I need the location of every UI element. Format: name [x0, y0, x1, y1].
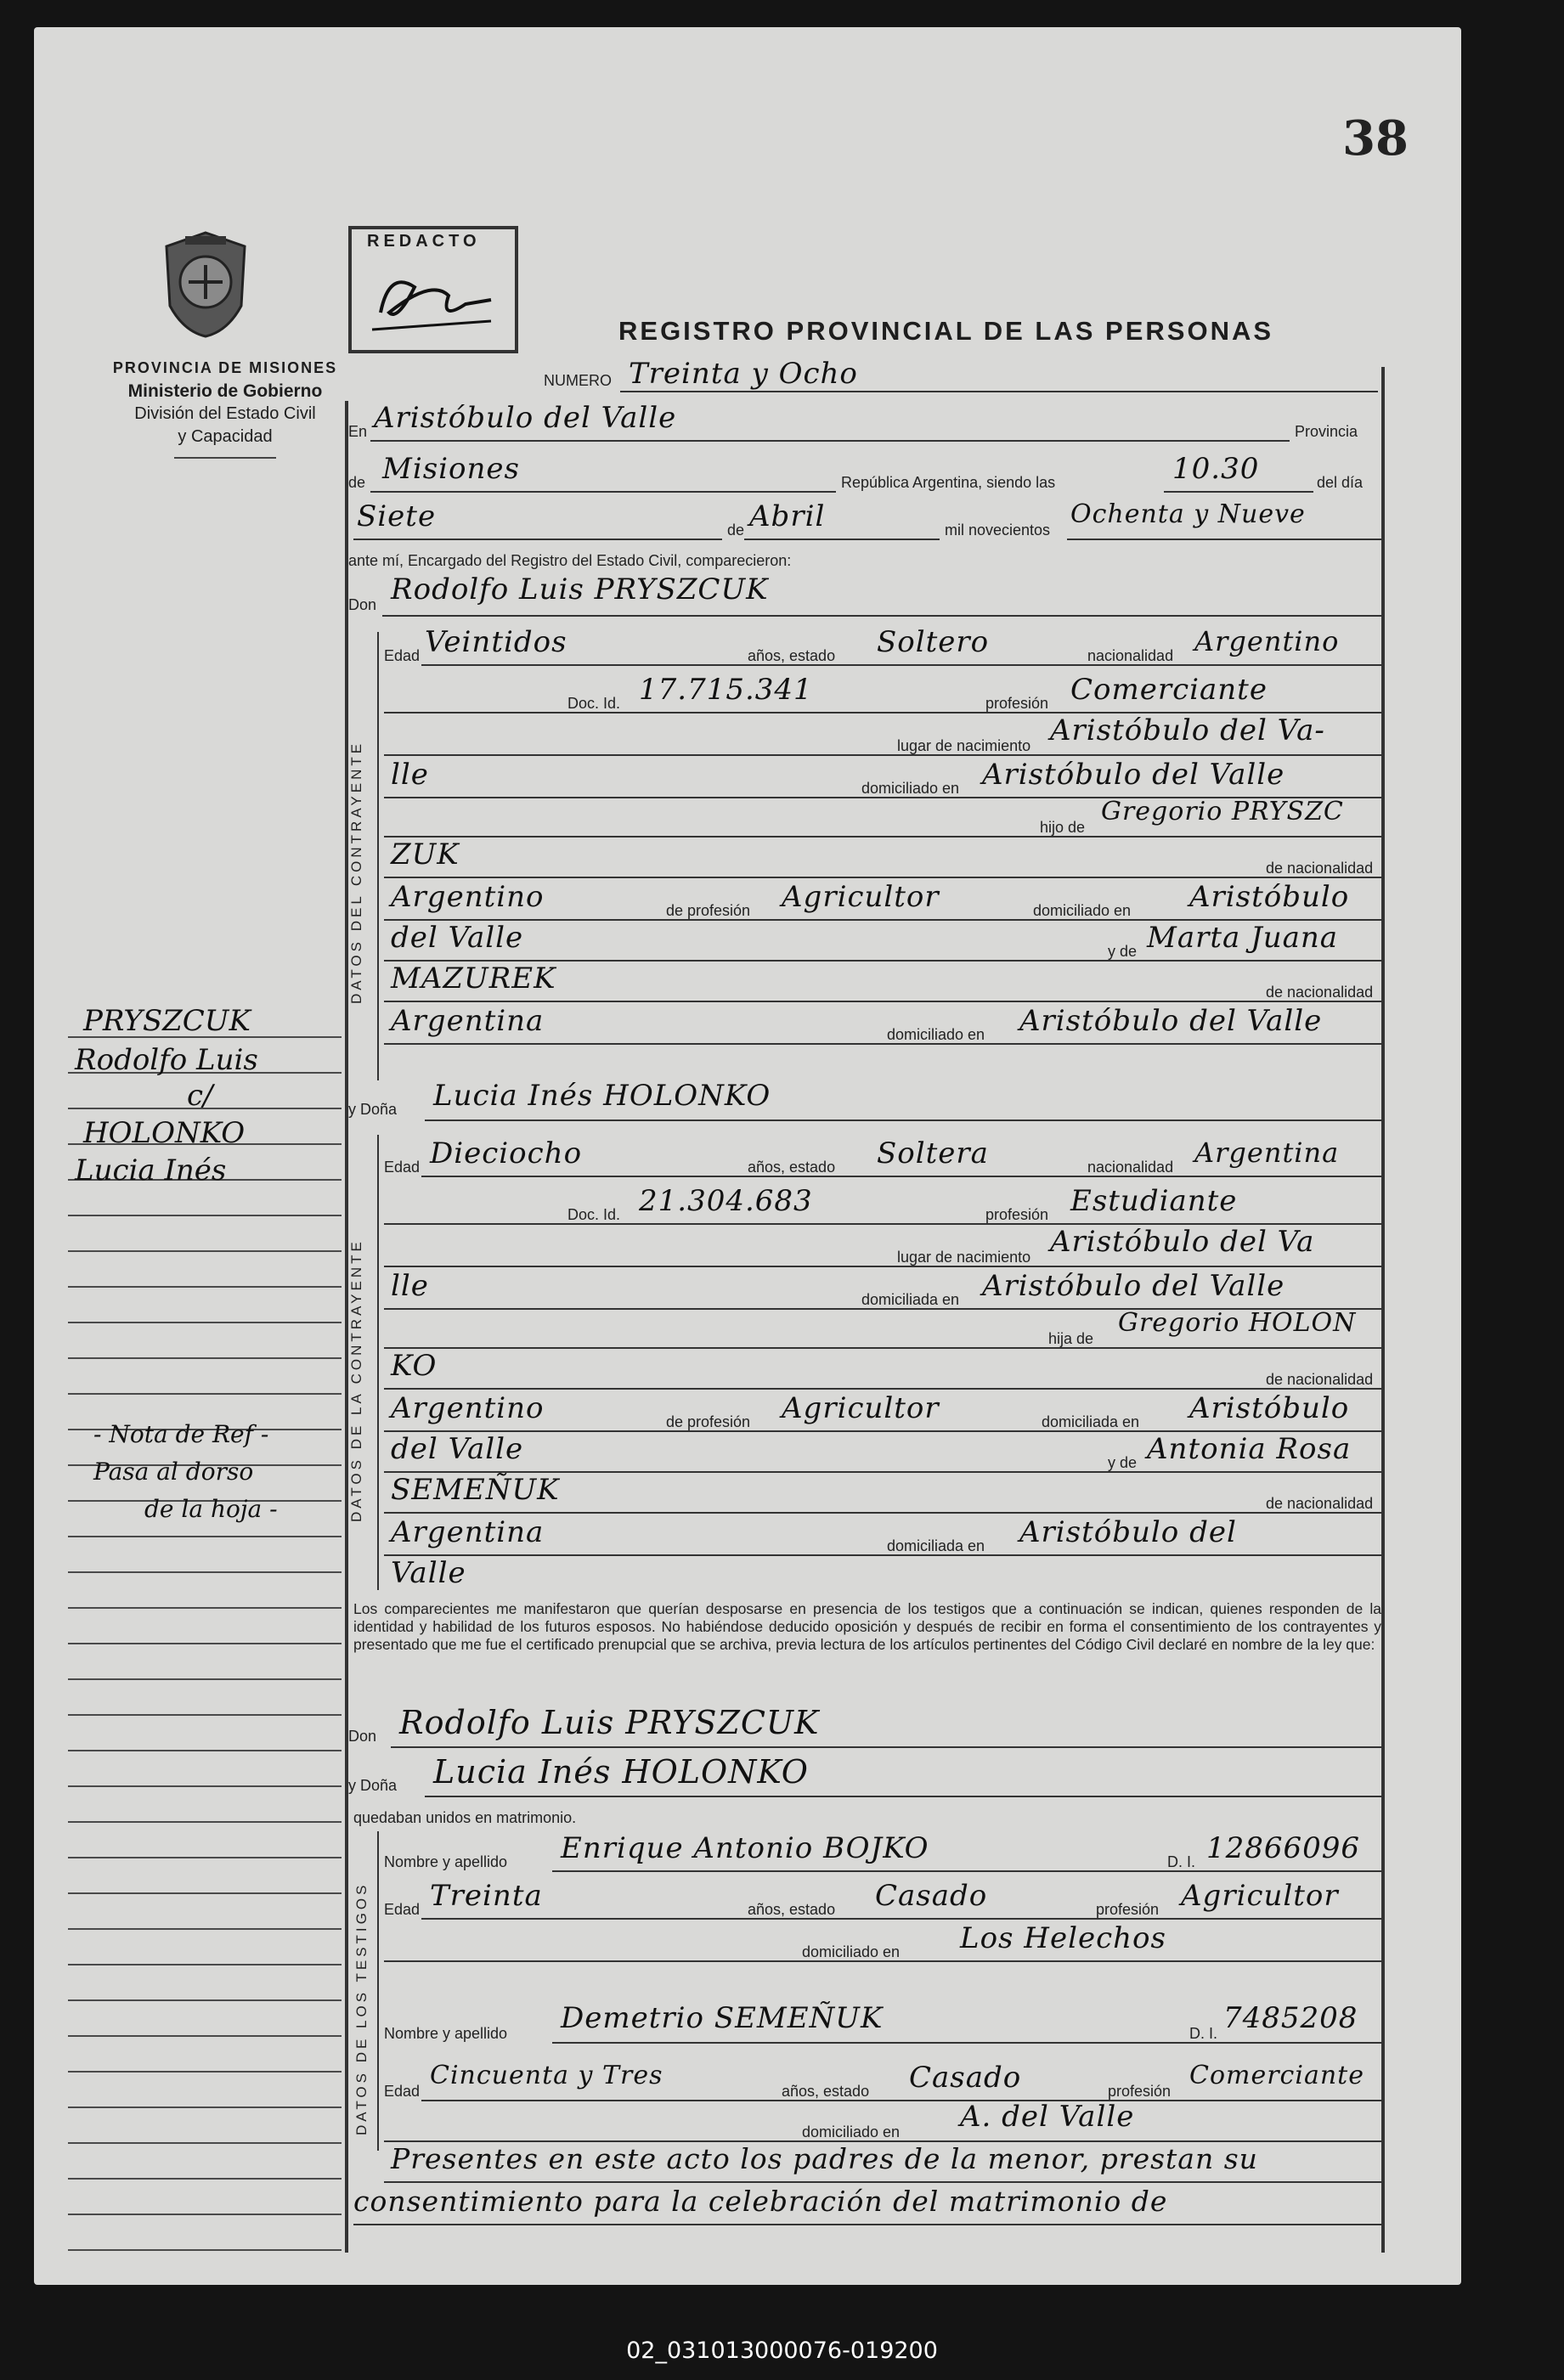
- groom-padre-prof: Agricultor: [782, 880, 940, 914]
- declared-don: Rodolfo Luis PRYSZCUK: [399, 1704, 820, 1741]
- anio-value: Ochenta y Nueve: [1070, 499, 1306, 529]
- bride-nacionalidad-label: nacionalidad: [1087, 1159, 1174, 1176]
- de-label: de: [348, 474, 366, 491]
- del-dia-label: del día: [1317, 474, 1364, 491]
- margin-note-line2: Pasa al dorso: [93, 1458, 254, 1486]
- groom-name: Rodolfo Luis PRYSZCUK: [391, 572, 769, 606]
- groom-padre-dom-2: del Valle: [391, 921, 524, 955]
- provincia-label: Provincia: [1295, 423, 1358, 440]
- w1-profesion-label: profesión: [1096, 1901, 1160, 1918]
- groom-doc-label: Doc. Id.: [567, 695, 621, 712]
- numero-label: NUMERO: [544, 372, 612, 389]
- groom-madre-2: MAZUREK: [391, 962, 556, 995]
- bride-padre-1: Gregorio HOLON: [1118, 1308, 1357, 1338]
- margin-name-groom: Rodolfo Luis: [75, 1043, 258, 1077]
- w2-domicilio-label: domiciliado en: [802, 2123, 901, 2140]
- declared-dona-label: y Doña: [348, 1777, 398, 1794]
- groom-madre-label: y de: [1108, 943, 1138, 960]
- bride-lugar-nac-1: Aristóbulo del Va: [1050, 1225, 1315, 1259]
- margin-ruled-lines: [68, 1002, 342, 2251]
- bride-doc: 21.304.683: [639, 1184, 813, 1218]
- bride-padre-prof: Agricultor: [782, 1391, 940, 1425]
- stamp-signature-icon: [364, 262, 500, 338]
- lugar-value: Aristóbulo del Valle: [374, 401, 677, 435]
- w2-edad-label: Edad: [384, 2083, 421, 2100]
- provincial-seal-icon: [160, 229, 251, 340]
- w1-profesion: Agricultor: [1181, 1879, 1339, 1913]
- w1-name: Enrique Antonio BOJKO: [561, 1831, 929, 1865]
- section-testigos-label: DATOS DE LOS TESTIGOS: [353, 1881, 370, 2135]
- groom-nacionalidad-label: nacionalidad: [1087, 647, 1174, 664]
- final-note-line2: consentimiento para la celebración del matrimonio de: [353, 2185, 1168, 2218]
- bride-madre-dom-label: domiciliada en: [887, 1537, 985, 1554]
- en-label: En: [348, 423, 368, 440]
- bride-padre-dom-1: Aristóbulo: [1189, 1391, 1350, 1425]
- groom-hijo-label: hijo de: [1040, 819, 1086, 836]
- document-title: REGISTRO PROVINCIAL DE LAS PERSONAS: [618, 316, 1274, 346]
- dia-value: Siete: [357, 499, 437, 533]
- bride-madre-dom-2: Valle: [391, 1556, 466, 1590]
- mes-label: de: [727, 522, 745, 539]
- w1-di-label: D. I.: [1167, 1853, 1196, 1870]
- agency-ministry: Ministerio de Gobierno: [127, 381, 323, 401]
- frame-right-rule: [1381, 367, 1385, 2253]
- bride-edad-label: Edad: [384, 1159, 421, 1176]
- hora-value: 10.30: [1172, 452, 1260, 486]
- agency-block: [68, 357, 382, 459]
- groom-estado-label: años, estado: [748, 647, 836, 664]
- groom-profesion: Comerciante: [1070, 673, 1268, 707]
- bride-padre-2: KO: [391, 1349, 438, 1383]
- groom-don-label: Don: [348, 596, 377, 613]
- groom-padre-1: Gregorio PRYSZC: [1101, 797, 1344, 826]
- bride-madre-label: y de: [1108, 1454, 1138, 1471]
- w2-di-label: D. I.: [1189, 2025, 1218, 2042]
- margin-connector: c/: [187, 1079, 213, 1113]
- ante-label: ante mí, Encargado del Registro del Estado Civil, comparecieron:: [348, 552, 792, 569]
- mes-value: Abril: [749, 499, 826, 533]
- page-number: 38: [1342, 110, 1409, 166]
- w1-nombre-label: Nombre y apellido: [384, 1853, 508, 1870]
- w1-edad-label: Edad: [384, 1901, 421, 1918]
- w2-name: Demetrio SEMEÑUK: [561, 2001, 884, 2035]
- w2-profesion: Comerciante: [1189, 2061, 1364, 2090]
- redacto-stamp: [348, 226, 518, 353]
- scan-reference: 02_031013000076-019200: [626, 2338, 938, 2364]
- groom-padre-prof-label: de profesión: [666, 902, 751, 919]
- bride-lugar-nac-2: lle: [391, 1269, 429, 1303]
- groom-lugar-nac-label: lugar de nacimiento: [897, 737, 1031, 754]
- agency-division: División del Estado Civil: [134, 404, 316, 423]
- redacto-label: REDACTO: [367, 232, 481, 251]
- bride-madre-nac: Argentina: [391, 1515, 545, 1549]
- bride-dona-label: y Doña: [348, 1101, 398, 1118]
- bride-nacionalidad: Argentina: [1194, 1136, 1340, 1169]
- groom-madre-dom: Aristóbulo del Valle: [1019, 1004, 1323, 1038]
- bride-madre-dom-1: Aristóbulo del: [1019, 1515, 1237, 1549]
- mil-label: mil novecientos: [945, 522, 1051, 539]
- section-contrayente-label: DATOS DEL CONTRAYENTE: [348, 740, 364, 1004]
- groom-padre-nac-label: de nacionalidad: [1266, 860, 1374, 877]
- w1-domicilio-label: domiciliado en: [802, 1943, 901, 1960]
- numero-value: Treinta y Ocho: [629, 357, 858, 391]
- declared-don-label: Don: [348, 1728, 377, 1745]
- w2-profesion-label: profesión: [1108, 2083, 1172, 2100]
- w1-domicilio: Los Helechos: [960, 1921, 1166, 1955]
- groom-padre-2: ZUK: [391, 838, 460, 871]
- groom-padre-dom-label: domiciliado en: [1033, 902, 1132, 919]
- bride-profesion-label: profesión: [985, 1206, 1049, 1223]
- bride-edad: Dieciocho: [430, 1136, 583, 1170]
- groom-doc: 17.715.341: [639, 673, 813, 707]
- bride-padre-dom-2: del Valle: [391, 1432, 524, 1466]
- margin-surname-groom: PRYSZCUK: [83, 1004, 251, 1038]
- groom-madre-dom-label: domiciliado en: [887, 1026, 985, 1043]
- agency-capacity: y Capacidad: [178, 427, 273, 446]
- w1-edad: Treinta: [430, 1879, 543, 1913]
- groom-edad: Veintidos: [425, 625, 567, 659]
- groom-padre-dom-1: Aristóbulo: [1189, 880, 1350, 914]
- bride-hija-label: hija de: [1048, 1330, 1094, 1347]
- w2-estado: Casado: [909, 2061, 1022, 2095]
- register-page: [34, 27, 1461, 2285]
- quedaban-label: quedaban unidos en matrimonio.: [353, 1809, 577, 1826]
- margin-surname-bride: HOLONKO: [83, 1116, 246, 1150]
- w2-estado-label: años, estado: [782, 2083, 870, 2100]
- groom-edad-label: Edad: [384, 647, 421, 664]
- final-note-line1: Presentes en este acto los padres de la menor, prestan su: [391, 2142, 1258, 2175]
- bride-profesion: Estudiante: [1070, 1184, 1238, 1218]
- w1-estado: Casado: [875, 1879, 988, 1913]
- w1-estado-label: años, estado: [748, 1901, 836, 1918]
- groom-lugar-nac-2: lle: [391, 758, 429, 792]
- bride-madre-2: SEMEÑUK: [391, 1473, 560, 1507]
- republica-label: República Argentina, siendo las: [841, 474, 1056, 491]
- bride-madre-nac-label: de nacionalidad: [1266, 1495, 1374, 1512]
- groom-padre-nac: Argentino: [391, 880, 545, 914]
- margin-note-line3: de la hoja -: [144, 1495, 278, 1523]
- bride-padre-prof-label: de profesión: [666, 1413, 751, 1430]
- bride-domicilio: Aristóbulo del Valle: [982, 1269, 1285, 1303]
- margin-name-bride: Lucia Inés: [75, 1153, 227, 1187]
- groom-estado: Soltero: [877, 625, 990, 659]
- w2-nombre-label: Nombre y apellido: [384, 2025, 508, 2042]
- w2-di: 7485208: [1223, 2001, 1358, 2035]
- groom-madre-nac-label: de nacionalidad: [1266, 984, 1374, 1001]
- groom-nacionalidad: Argentino: [1194, 625, 1340, 657]
- bride-domicilio-label: domiciliada en: [861, 1291, 960, 1308]
- bride-name: Lucia Inés HOLONKO: [433, 1079, 771, 1113]
- bride-lugar-nac-label: lugar de nacimiento: [897, 1249, 1031, 1266]
- groom-madre-nac: Argentina: [391, 1004, 545, 1038]
- w2-domicilio: A. del Valle: [960, 2100, 1135, 2134]
- groom-madre-1: Marta Juana: [1147, 921, 1339, 955]
- agency-province: PROVINCIA DE MISIONES: [112, 359, 338, 376]
- groom-domicilio: Aristóbulo del Valle: [982, 758, 1285, 792]
- bride-estado-label: años, estado: [748, 1159, 836, 1176]
- bride-doc-label: Doc. Id.: [567, 1206, 621, 1223]
- bride-madre-1: Antonia Rosa: [1147, 1432, 1352, 1466]
- declared-dona: Lucia Inés HOLONKO: [433, 1753, 809, 1791]
- margin-note-line1: - Nota de Ref -: [93, 1420, 269, 1448]
- groom-domicilio-label: domiciliado en: [861, 780, 960, 797]
- groom-profesion-label: profesión: [985, 695, 1049, 712]
- bride-padre-dom-label: domiciliada en: [1042, 1413, 1140, 1430]
- bride-padre-nac-label: de nacionalidad: [1266, 1371, 1374, 1388]
- provincia-value: Misiones: [382, 452, 520, 486]
- section-contrayente-f-label: DATOS DE LA CONTRAYENTE: [348, 1238, 364, 1522]
- bride-padre-nac: Argentino: [391, 1391, 545, 1425]
- bride-estado: Soltera: [877, 1136, 989, 1170]
- w1-di: 12866096: [1206, 1831, 1361, 1865]
- groom-lugar-nac-1: Aristóbulo del Va-: [1050, 713, 1325, 747]
- w2-edad: Cincuenta y Tres: [430, 2061, 663, 2090]
- legal-declaration: Los comparecientes me manifestaron que querían desposarse en presencia de los testigos que a continuación se indican, quienes responden de la identidad y habilidad de los futuros esposos. No habiéndose deducido oposición y después de recibir en forma el consentimiento de los contrayentes y presentado que me fue el certificado prenupcial que se archiva, previa lectura de los artículos pertinentes del Código Civil declaré en nombre de la ley que:: [353, 1600, 1381, 1653]
